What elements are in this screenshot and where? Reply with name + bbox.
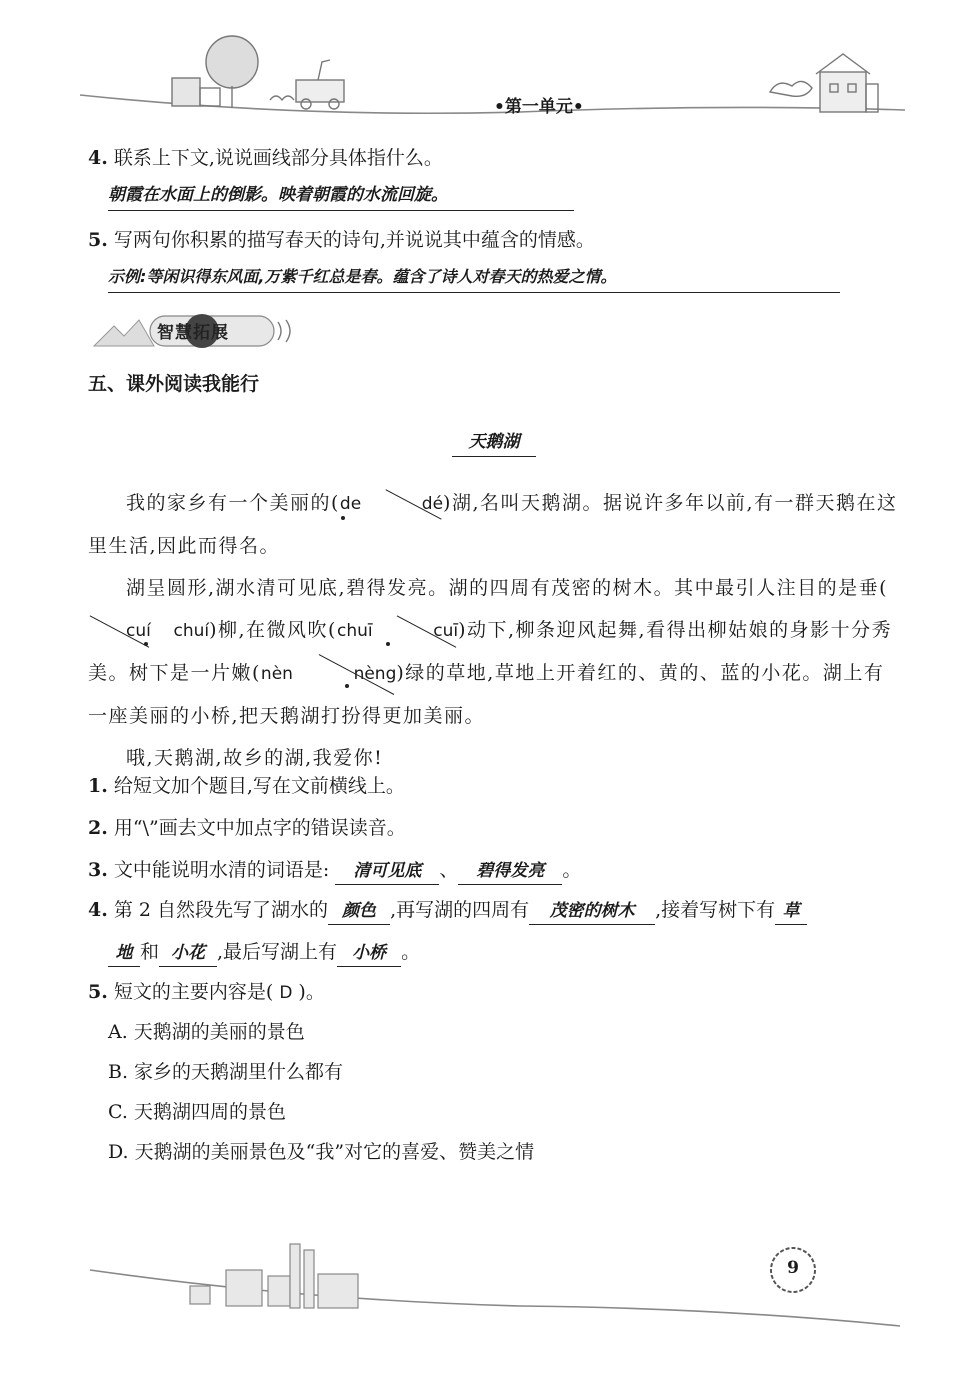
article-title-text: 天鹅湖 [468, 432, 520, 452]
reading-question-1: 1. 给短文加个题目,写在文前横线上。 [88, 775, 405, 797]
answer-blank: 颜色 [328, 898, 390, 925]
question-text: 写两句你积累的描写春天的诗句,并说说其中蕴含的情感。 [113, 229, 595, 251]
banner-label [157, 318, 229, 343]
answer-blank: 茂密的树木 [529, 898, 655, 925]
section-heading: 五、课外阅读我能行 [88, 373, 260, 395]
answer-blank: 小花 [159, 940, 217, 967]
paragraph-1: 我的家乡有一个美丽的(de dé)湖,名叫天鹅湖。据说许多年以前,有一群天鹅在这里生活,因此而得名。 [88, 482, 903, 567]
reading-question-5: 5. 短文的主要内容是( D )。 [88, 981, 325, 1003]
option-d: D. 天鹅湖的美丽景色及“我”对它的喜爱、赞美之情 [108, 1141, 535, 1163]
question-text: 联系上下文,说说画线部分具体指什么。 [113, 147, 443, 169]
answer-blank: 清可见底 [335, 858, 439, 885]
emphasis-dot [144, 642, 148, 646]
struck-reading: nèng [316, 653, 397, 695]
emphasis-dot [386, 642, 390, 646]
paragraph-3: 哦,天鹅湖,故乡的湖,我爱你! [126, 747, 384, 769]
option-c: C. 天鹅湖四周的景色 [108, 1101, 286, 1123]
footer-decoration [0, 1230, 979, 1350]
answer-text: 朝霞在水面上的倒影。映着朝霞的水流回旋。 [108, 185, 448, 205]
answer-line-q4 [108, 180, 574, 211]
paragraph-2: 湖呈圆形,湖水清可见底,碧得发亮。湖的四周有茂密的树木。其中最引人注目的是垂(cuí chuí)柳,在微风吹(chuī cuī)动下,柳条迎风起舞,看得出柳姑娘的身影十分秀美。树下是一片嫩(nèn nèng)绿的草地,草地上开着红的、黄的、蓝的小花。湖上有一座美丽的小桥,把天鹅湖打扮得更加美丽。 [88, 577, 893, 727]
emphasis-dot [341, 516, 345, 520]
question-number: 4. [88, 147, 108, 169]
reading-question-4-cont: 地 和 小花 ,最后写湖上有 小桥 。 [108, 938, 420, 967]
struck-reading: cuí [88, 610, 151, 652]
answer-line-q5 [108, 262, 840, 293]
option-b: B. 家乡的天鹅湖里什么都有 [108, 1061, 344, 1083]
reading-question-2: 2. 用“\”画去文中加点字的错误读音。 [88, 817, 406, 839]
reading-question-3: 3. 文中能说明水清的词语是: 清可见底 、 碧得发亮 。 [88, 856, 581, 885]
unit-label: •第一单元• [494, 97, 584, 117]
option-a: A. 天鹅湖的美丽的景色 [108, 1021, 305, 1043]
answer-blank: 草 [775, 898, 807, 925]
struck-reading: cuī [395, 610, 458, 652]
article-title [452, 428, 536, 457]
answer-blank: 地 [108, 940, 140, 967]
header-decoration [0, 0, 979, 130]
emphasis-dot [345, 684, 349, 688]
banner-text: 智慧拓展 [157, 323, 229, 343]
question-number: 5. [88, 229, 108, 251]
question-5 [88, 226, 595, 254]
article-body [88, 482, 903, 779]
answer-text: 示例:等闲识得东风面,万紫千红总是春。蕴含了诗人对春天的热爱之情。 [108, 267, 617, 286]
answer-blank: 小桥 [337, 940, 401, 967]
answer-blank: 碧得发亮 [458, 858, 562, 885]
page-number: 9 [787, 1258, 799, 1278]
struck-reading: dé [384, 483, 443, 525]
question-4 [88, 144, 443, 172]
answer-choice: D [279, 983, 293, 1003]
reading-question-4: 4. 第 2 自然段先写了湖水的 颜色 ,再写湖的四周有 茂密的树木 ,接着写树下有 草 [88, 896, 807, 925]
